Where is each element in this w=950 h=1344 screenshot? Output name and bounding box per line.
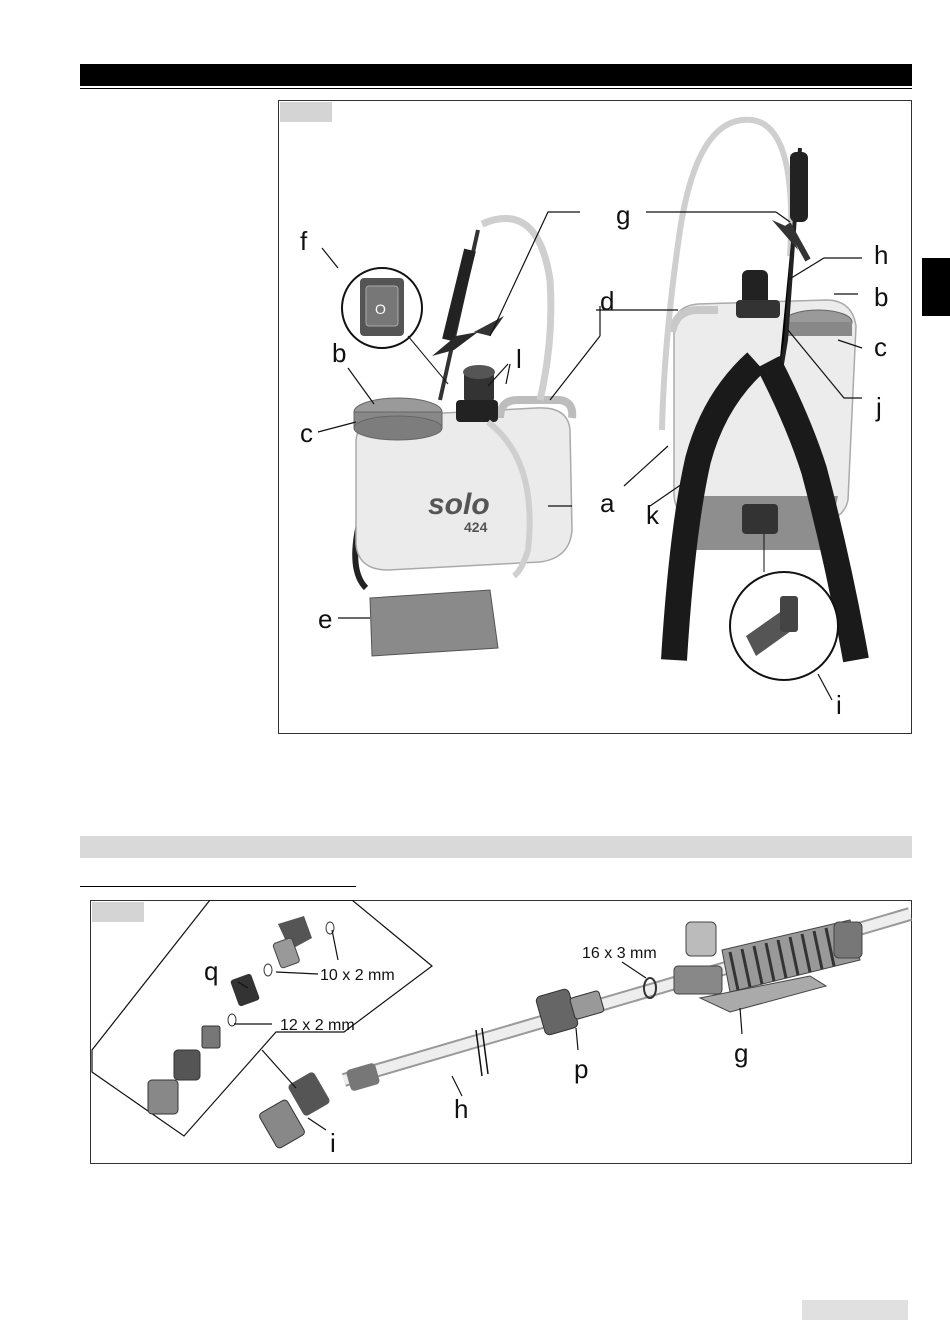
model-number: 424 bbox=[464, 519, 488, 535]
label-h: h bbox=[874, 240, 889, 270]
section-heading-bar bbox=[80, 836, 912, 858]
label-q: q bbox=[204, 956, 219, 986]
header-rule bbox=[80, 88, 912, 89]
label-c-left: c bbox=[300, 418, 313, 448]
label-f: f bbox=[300, 226, 308, 256]
brand-logo: solo bbox=[428, 488, 490, 521]
subheading-underline bbox=[80, 886, 356, 887]
label-k: k bbox=[646, 500, 659, 530]
header-bar bbox=[80, 64, 912, 86]
label-l: l bbox=[516, 344, 522, 374]
label-i: i bbox=[836, 690, 842, 720]
label-c-right: c bbox=[874, 332, 887, 362]
dim-16x3: 16 x 3 mm bbox=[582, 945, 657, 962]
label-d: d bbox=[600, 286, 615, 316]
right-sprayer bbox=[662, 120, 856, 680]
left-sprayer bbox=[342, 218, 572, 656]
dim-10x2: 10 x 2 mm bbox=[320, 967, 395, 984]
figure-1-illustration bbox=[278, 100, 912, 734]
label-g: g bbox=[616, 200, 631, 230]
side-chapter-tab bbox=[922, 258, 950, 316]
page-number-box bbox=[802, 1300, 908, 1320]
label-g: g bbox=[734, 1038, 749, 1068]
spray-handle bbox=[674, 920, 862, 1012]
label-h: h bbox=[454, 1094, 469, 1124]
dim-12x2: 12 x 2 mm bbox=[280, 1017, 355, 1034]
label-p: p bbox=[574, 1054, 589, 1084]
label-b-left: b bbox=[332, 338, 347, 368]
exploded-view-outline bbox=[92, 900, 432, 1136]
assembled-nozzle bbox=[258, 1071, 331, 1149]
label-i: i bbox=[330, 1128, 336, 1158]
label-e: e bbox=[318, 604, 333, 634]
label-j: j bbox=[876, 392, 882, 422]
figure-2-illustration bbox=[90, 900, 912, 1164]
switch-symbol: O bbox=[375, 301, 386, 317]
label-b-right: b bbox=[874, 282, 889, 312]
label-a: a bbox=[600, 488, 615, 518]
